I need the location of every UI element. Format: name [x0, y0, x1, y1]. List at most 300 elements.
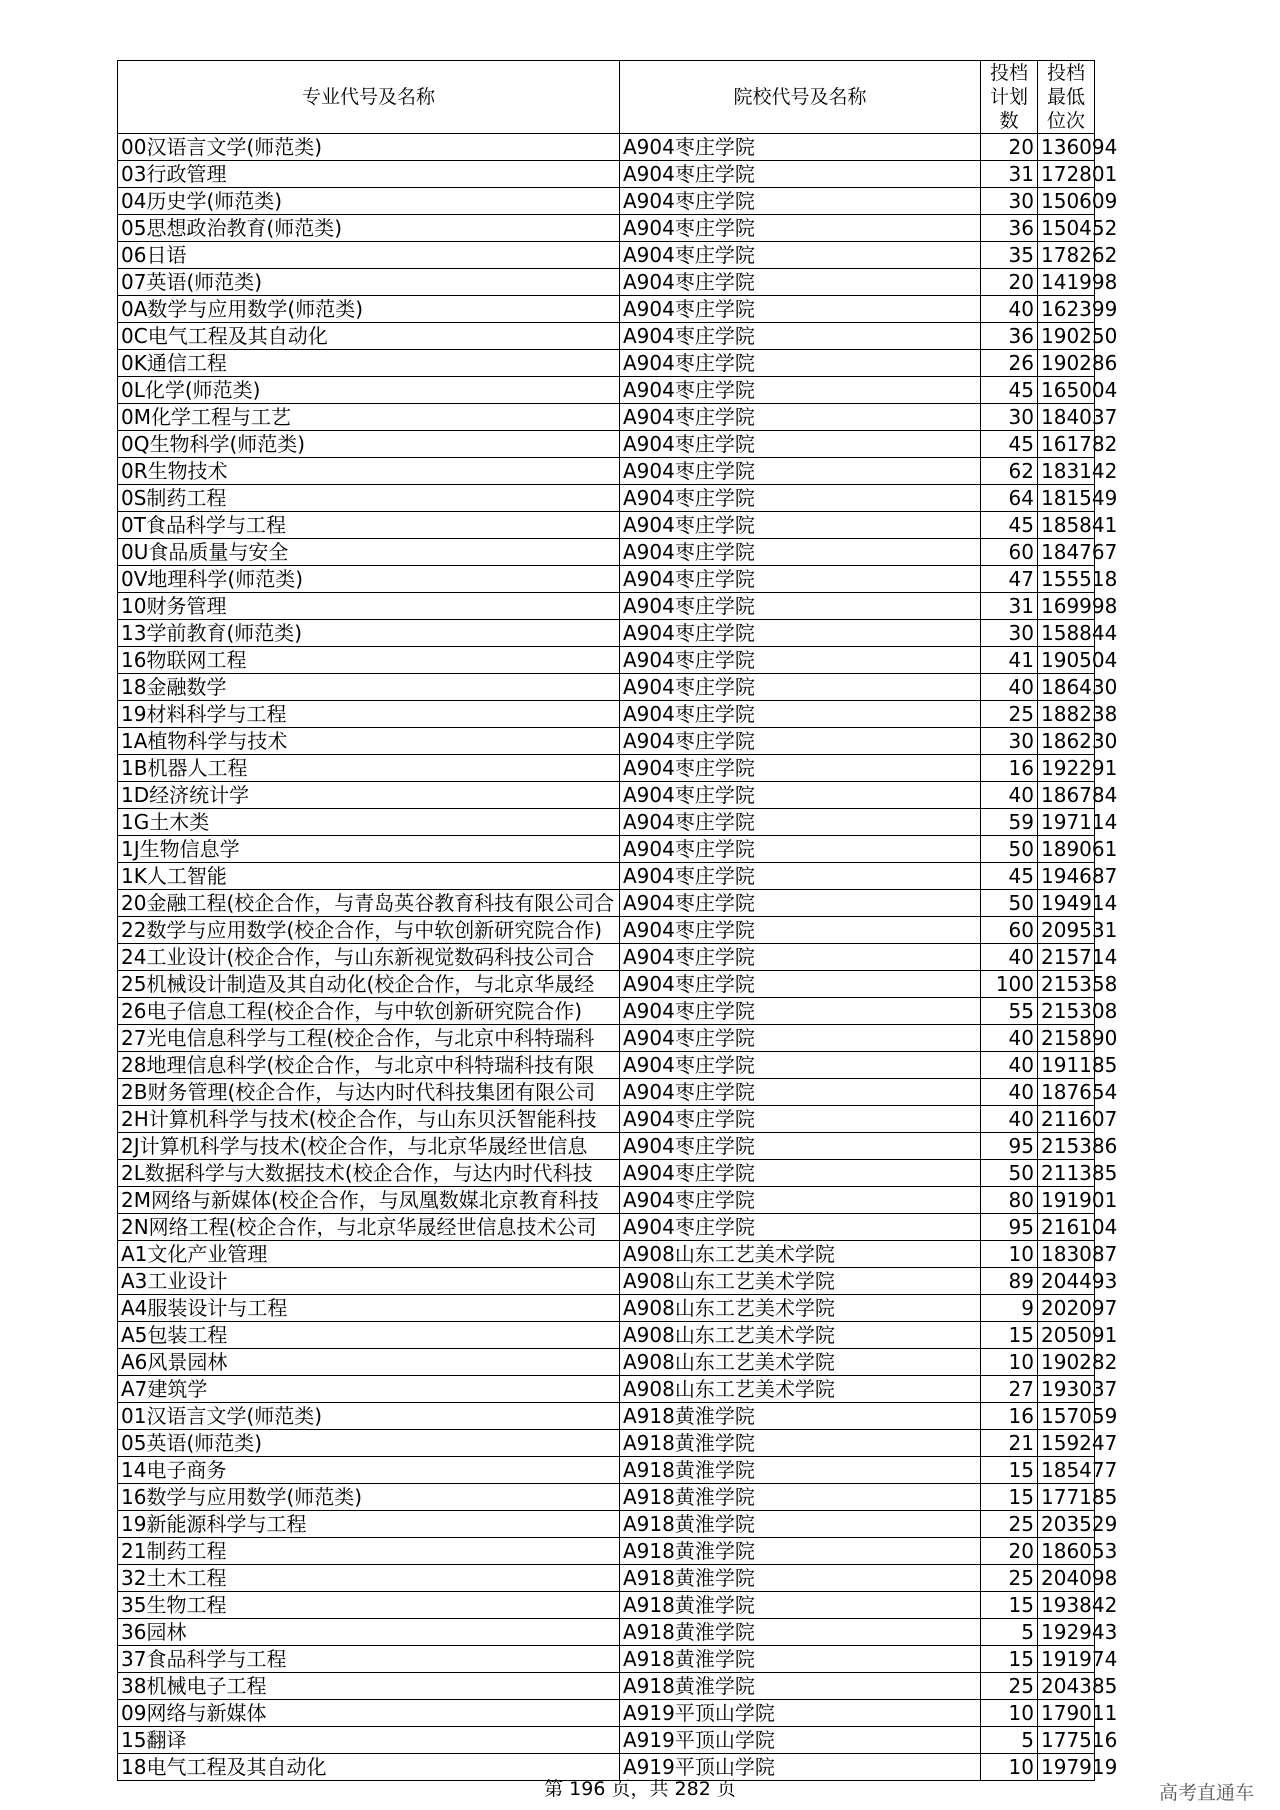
- min-rank-cell: 161782: [1038, 431, 1095, 458]
- table-row: [118, 1403, 1095, 1430]
- min-rank-cell: 136094: [1038, 134, 1095, 161]
- table-row: [118, 809, 1095, 836]
- table-row: [118, 1295, 1095, 1322]
- major-cell: 0C电气工程及其自动化: [118, 323, 620, 350]
- min-rank-cell: 157059: [1038, 1403, 1095, 1430]
- school-cell: A904枣庄学院: [620, 944, 981, 971]
- min-rank-cell: 205091: [1038, 1322, 1095, 1349]
- min-rank-cell: 190250: [1038, 323, 1095, 350]
- major-cell: 00汉语言文学(师范类): [118, 134, 620, 161]
- min-rank-cell: 155518: [1038, 566, 1095, 593]
- school-cell: A904枣庄学院: [620, 1052, 981, 1079]
- plan-count-cell: 50: [981, 1160, 1038, 1187]
- table-header-row: [118, 61, 1095, 134]
- min-rank-cell: 203529: [1038, 1511, 1095, 1538]
- plan-count-cell: 59: [981, 809, 1038, 836]
- page-number: 第 196 页，共 282 页: [544, 1778, 736, 1800]
- major-cell: 03行政管理: [118, 161, 620, 188]
- table-row: [118, 1538, 1095, 1565]
- table-row: [118, 242, 1095, 269]
- plan-count-cell: 62: [981, 458, 1038, 485]
- min-rank-cell: 141998: [1038, 269, 1095, 296]
- major-cell: 2N网络工程(校企合作，与北京华晟经世信息技术公司: [118, 1214, 620, 1241]
- plan-count-cell: 40: [981, 296, 1038, 323]
- major-cell: 0R生物技术: [118, 458, 620, 485]
- plan-count-cell: 15: [981, 1322, 1038, 1349]
- table-row: [118, 836, 1095, 863]
- plan-count-cell: 60: [981, 539, 1038, 566]
- min-rank-cell: 159247: [1038, 1430, 1095, 1457]
- min-rank-cell: 172801: [1038, 161, 1095, 188]
- major-cell: A5包装工程: [118, 1322, 620, 1349]
- min-rank-cell: 185841: [1038, 512, 1095, 539]
- min-rank-cell: 191185: [1038, 1052, 1095, 1079]
- school-cell: A908山东工艺美术学院: [620, 1349, 981, 1376]
- major-cell: 19材料科学与工程: [118, 701, 620, 728]
- min-rank-cell: 211385: [1038, 1160, 1095, 1187]
- table-row: [118, 188, 1095, 215]
- plan-count-cell: 40: [981, 1079, 1038, 1106]
- table-row: [118, 890, 1095, 917]
- school-cell: A919平顶山学院: [620, 1754, 981, 1781]
- plan-count-cell: 9: [981, 1295, 1038, 1322]
- table-row: [118, 377, 1095, 404]
- plan-count-cell: 40: [981, 674, 1038, 701]
- min-rank-cell: 169998: [1038, 593, 1095, 620]
- table-row: [118, 1268, 1095, 1295]
- school-cell: A904枣庄学院: [620, 323, 981, 350]
- major-cell: 32土木工程: [118, 1565, 620, 1592]
- table-row: [118, 485, 1095, 512]
- major-cell: 0K通信工程: [118, 350, 620, 377]
- plan-count-cell: 10: [981, 1754, 1038, 1781]
- school-cell: A904枣庄学院: [620, 755, 981, 782]
- major-cell: 36园林: [118, 1619, 620, 1646]
- min-rank-cell: 215308: [1038, 998, 1095, 1025]
- major-cell: 2H计算机科学与技术(校企合作，与山东贝沃智能科技: [118, 1106, 620, 1133]
- school-cell: A904枣庄学院: [620, 566, 981, 593]
- major-cell: 1B机器人工程: [118, 755, 620, 782]
- min-rank-cell: 215714: [1038, 944, 1095, 971]
- school-cell: A918黄淮学院: [620, 1403, 981, 1430]
- table-row: [118, 1646, 1095, 1673]
- table-row: [118, 1322, 1095, 1349]
- major-cell: 13学前教育(师范类): [118, 620, 620, 647]
- school-cell: A908山东工艺美术学院: [620, 1268, 981, 1295]
- table-row: [118, 1106, 1095, 1133]
- major-cell: 16数学与应用数学(师范类): [118, 1484, 620, 1511]
- table-row: [118, 323, 1095, 350]
- plan-count-cell: 40: [981, 944, 1038, 971]
- school-cell: A904枣庄学院: [620, 1187, 981, 1214]
- plan-count-cell: 20: [981, 1538, 1038, 1565]
- major-cell: A6风景园林: [118, 1349, 620, 1376]
- plan-count-cell: 40: [981, 1052, 1038, 1079]
- table-row: [118, 1484, 1095, 1511]
- min-rank-cell: 186230: [1038, 728, 1095, 755]
- min-rank-cell: 177185: [1038, 1484, 1095, 1511]
- table-row: [118, 917, 1095, 944]
- major-cell: 18电气工程及其自动化: [118, 1754, 620, 1781]
- plan-count-cell: 20: [981, 269, 1038, 296]
- school-cell: A904枣庄学院: [620, 242, 981, 269]
- table-row: [118, 1511, 1095, 1538]
- major-cell: 0V地理科学(师范类): [118, 566, 620, 593]
- school-cell: A904枣庄学院: [620, 1079, 981, 1106]
- school-cell: A919平顶山学院: [620, 1727, 981, 1754]
- plan-count-cell: 100: [981, 971, 1038, 998]
- major-cell: A4服装设计与工程: [118, 1295, 620, 1322]
- min-rank-cell: 216104: [1038, 1214, 1095, 1241]
- major-cell: 04历史学(师范类): [118, 188, 620, 215]
- school-cell: A918黄淮学院: [620, 1619, 981, 1646]
- table-row: [118, 161, 1095, 188]
- min-rank-cell: 215890: [1038, 1025, 1095, 1052]
- watermark: 高考直通车: [1158, 1782, 1254, 1804]
- table-row: [118, 404, 1095, 431]
- major-cell: 18金融数学: [118, 674, 620, 701]
- major-cell: 28地理信息科学(校企合作，与北京中科特瑞科技有限: [118, 1052, 620, 1079]
- plan-count-cell: 25: [981, 1673, 1038, 1700]
- min-rank-cell: 193037: [1038, 1376, 1095, 1403]
- school-cell: A904枣庄学院: [620, 377, 981, 404]
- major-cell: 1J生物信息学: [118, 836, 620, 863]
- plan-count-cell: 30: [981, 188, 1038, 215]
- table-row: [118, 728, 1095, 755]
- major-cell: 09网络与新媒体: [118, 1700, 620, 1727]
- plan-count-cell: 20: [981, 134, 1038, 161]
- school-cell: A904枣庄学院: [620, 404, 981, 431]
- school-cell: A904枣庄学院: [620, 1106, 981, 1133]
- table-row: [118, 1025, 1095, 1052]
- header-school: 院校代号及名称: [620, 61, 981, 134]
- min-rank-cell: 186784: [1038, 782, 1095, 809]
- plan-count-cell: 15: [981, 1592, 1038, 1619]
- major-cell: A7建筑学: [118, 1376, 620, 1403]
- school-cell: A904枣庄学院: [620, 863, 981, 890]
- plan-count-cell: 45: [981, 431, 1038, 458]
- table-row: [118, 1133, 1095, 1160]
- school-cell: A904枣庄学院: [620, 890, 981, 917]
- school-cell: A918黄淮学院: [620, 1430, 981, 1457]
- major-cell: 14电子商务: [118, 1457, 620, 1484]
- table-row: [118, 1727, 1095, 1754]
- min-rank-cell: 193842: [1038, 1592, 1095, 1619]
- min-rank-cell: 197114: [1038, 809, 1095, 836]
- min-rank-cell: 197919: [1038, 1754, 1095, 1781]
- table-row: [118, 134, 1095, 161]
- major-cell: A1文化产业管理: [118, 1241, 620, 1268]
- min-rank-cell: 186430: [1038, 674, 1095, 701]
- plan-count-cell: 36: [981, 323, 1038, 350]
- major-cell: 27光电信息科学与工程(校企合作，与北京中科特瑞科: [118, 1025, 620, 1052]
- school-cell: A904枣庄学院: [620, 1214, 981, 1241]
- plan-count-cell: 95: [981, 1214, 1038, 1241]
- major-cell: 26电子信息工程(校企合作，与中软创新研究院合作): [118, 998, 620, 1025]
- school-cell: A904枣庄学院: [620, 728, 981, 755]
- school-cell: A904枣庄学院: [620, 215, 981, 242]
- table-row: [118, 1673, 1095, 1700]
- school-cell: A918黄淮学院: [620, 1538, 981, 1565]
- major-cell: 0U食品质量与安全: [118, 539, 620, 566]
- plan-count-cell: 45: [981, 512, 1038, 539]
- school-cell: A904枣庄学院: [620, 296, 981, 323]
- min-rank-cell: 192943: [1038, 1619, 1095, 1646]
- school-cell: A904枣庄学院: [620, 971, 981, 998]
- table-row: [118, 431, 1095, 458]
- min-rank-cell: 204385: [1038, 1673, 1095, 1700]
- table-row: [118, 215, 1095, 242]
- plan-count-cell: 25: [981, 701, 1038, 728]
- table-row: [118, 620, 1095, 647]
- school-cell: A918黄淮学院: [620, 1646, 981, 1673]
- major-cell: 01汉语言文学(师范类): [118, 1403, 620, 1430]
- major-cell: 21制药工程: [118, 1538, 620, 1565]
- major-cell: 1A植物科学与技术: [118, 728, 620, 755]
- table-row: [118, 269, 1095, 296]
- school-cell: A904枣庄学院: [620, 647, 981, 674]
- school-cell: A904枣庄学院: [620, 431, 981, 458]
- plan-count-cell: 40: [981, 782, 1038, 809]
- plan-count-cell: 10: [981, 1241, 1038, 1268]
- table-row: [118, 1457, 1095, 1484]
- school-cell: A918黄淮学院: [620, 1484, 981, 1511]
- major-cell: 38机械电子工程: [118, 1673, 620, 1700]
- plan-count-cell: 41: [981, 647, 1038, 674]
- min-rank-cell: 158844: [1038, 620, 1095, 647]
- school-cell: A904枣庄学院: [620, 1025, 981, 1052]
- min-rank-cell: 181549: [1038, 485, 1095, 512]
- table-row: [118, 998, 1095, 1025]
- plan-count-cell: 5: [981, 1619, 1038, 1646]
- table-row: [118, 1565, 1095, 1592]
- school-cell: A904枣庄学院: [620, 701, 981, 728]
- table-row: [118, 1160, 1095, 1187]
- table-row: [118, 1241, 1095, 1268]
- school-cell: A904枣庄学院: [620, 1133, 981, 1160]
- table-row: [118, 755, 1095, 782]
- major-cell: 07英语(师范类): [118, 269, 620, 296]
- header-plan-count: 投档计划数: [981, 61, 1038, 134]
- major-cell: 0T食品科学与工程: [118, 512, 620, 539]
- school-cell: A904枣庄学院: [620, 458, 981, 485]
- table-row: [118, 539, 1095, 566]
- plan-count-cell: 10: [981, 1349, 1038, 1376]
- min-rank-cell: 215358: [1038, 971, 1095, 998]
- school-cell: A904枣庄学院: [620, 539, 981, 566]
- table-row: [118, 1079, 1095, 1106]
- min-rank-cell: 191901: [1038, 1187, 1095, 1214]
- plan-count-cell: 64: [981, 485, 1038, 512]
- plan-count-cell: 31: [981, 161, 1038, 188]
- table-row: [118, 1349, 1095, 1376]
- min-rank-cell: 202097: [1038, 1295, 1095, 1322]
- major-cell: 1D经济统计学: [118, 782, 620, 809]
- school-cell: A918黄淮学院: [620, 1457, 981, 1484]
- plan-count-cell: 30: [981, 404, 1038, 431]
- school-cell: A904枣庄学院: [620, 674, 981, 701]
- school-cell: A904枣庄学院: [620, 188, 981, 215]
- plan-count-cell: 50: [981, 890, 1038, 917]
- school-cell: A918黄淮学院: [620, 1592, 981, 1619]
- school-cell: A919平顶山学院: [620, 1700, 981, 1727]
- school-cell: A908山东工艺美术学院: [620, 1295, 981, 1322]
- min-rank-cell: 162399: [1038, 296, 1095, 323]
- school-cell: A918黄淮学院: [620, 1511, 981, 1538]
- min-rank-cell: 204493: [1038, 1268, 1095, 1295]
- plan-count-cell: 80: [981, 1187, 1038, 1214]
- min-rank-cell: 188238: [1038, 701, 1095, 728]
- header-min-rank: 投档最低位次: [1038, 61, 1095, 134]
- school-cell: A918黄淮学院: [620, 1673, 981, 1700]
- school-cell: A908山东工艺美术学院: [620, 1322, 981, 1349]
- min-rank-cell: 150452: [1038, 215, 1095, 242]
- table-row: [118, 1376, 1095, 1403]
- header-major: 专业代号及名称: [118, 61, 620, 134]
- school-cell: A904枣庄学院: [620, 134, 981, 161]
- major-cell: 0Q生物科学(师范类): [118, 431, 620, 458]
- table-body: [118, 134, 1118, 1781]
- min-rank-cell: 190504: [1038, 647, 1095, 674]
- plan-count-cell: 27: [981, 1376, 1038, 1403]
- major-cell: 0L化学(师范类): [118, 377, 620, 404]
- min-rank-cell: 209531: [1038, 917, 1095, 944]
- min-rank-cell: 194914: [1038, 890, 1095, 917]
- major-cell: 2L数据科学与大数据技术(校企合作，与达内时代科技: [118, 1160, 620, 1187]
- plan-count-cell: 5: [981, 1727, 1038, 1754]
- plan-count-cell: 30: [981, 620, 1038, 647]
- plan-count-cell: 55: [981, 998, 1038, 1025]
- table-row: [118, 1214, 1095, 1241]
- plan-count-cell: 25: [981, 1511, 1038, 1538]
- school-cell: A904枣庄学院: [620, 998, 981, 1025]
- plan-count-cell: 16: [981, 755, 1038, 782]
- school-cell: A918黄淮学院: [620, 1565, 981, 1592]
- table-row: [118, 1052, 1095, 1079]
- table-row: [118, 1187, 1095, 1214]
- major-cell: 22数学与应用数学(校企合作，与中软创新研究院合作): [118, 917, 620, 944]
- major-cell: 10财务管理: [118, 593, 620, 620]
- min-rank-cell: 179011: [1038, 1700, 1095, 1727]
- school-cell: A904枣庄学院: [620, 485, 981, 512]
- major-cell: 0M化学工程与工艺: [118, 404, 620, 431]
- major-cell: 05英语(师范类): [118, 1430, 620, 1457]
- major-cell: 1G土木类: [118, 809, 620, 836]
- school-cell: A904枣庄学院: [620, 512, 981, 539]
- major-cell: A3工业设计: [118, 1268, 620, 1295]
- table-row: [118, 593, 1095, 620]
- table-row: [118, 1700, 1095, 1727]
- min-rank-cell: 189061: [1038, 836, 1095, 863]
- min-rank-cell: 150609: [1038, 188, 1095, 215]
- table-row: [118, 674, 1095, 701]
- major-cell: 2J计算机科学与技术(校企合作，与北京华晟经世信息: [118, 1133, 620, 1160]
- table-row: [118, 566, 1095, 593]
- major-cell: 25机械设计制造及其自动化(校企合作，与北京华晟经: [118, 971, 620, 998]
- table-row: [118, 512, 1095, 539]
- min-rank-cell: 185477: [1038, 1457, 1095, 1484]
- school-cell: A904枣庄学院: [620, 917, 981, 944]
- table-row: [118, 296, 1095, 323]
- plan-count-cell: 95: [981, 1133, 1038, 1160]
- min-rank-cell: 177516: [1038, 1727, 1095, 1754]
- plan-count-cell: 40: [981, 1106, 1038, 1133]
- plan-count-cell: 30: [981, 728, 1038, 755]
- table-row: [118, 1430, 1095, 1457]
- plan-count-cell: 40: [981, 1025, 1038, 1052]
- plan-count-cell: 25: [981, 1565, 1038, 1592]
- table-row: [118, 1592, 1095, 1619]
- school-cell: A904枣庄学院: [620, 593, 981, 620]
- major-cell: 19新能源科学与工程: [118, 1511, 620, 1538]
- major-cell: 15翻译: [118, 1727, 620, 1754]
- min-rank-cell: 183142: [1038, 458, 1095, 485]
- min-rank-cell: 204098: [1038, 1565, 1095, 1592]
- plan-count-cell: 60: [981, 917, 1038, 944]
- school-cell: A908山东工艺美术学院: [620, 1241, 981, 1268]
- major-cell: 0S制药工程: [118, 485, 620, 512]
- table-row: [118, 701, 1095, 728]
- min-rank-cell: 184767: [1038, 539, 1095, 566]
- min-rank-cell: 192291: [1038, 755, 1095, 782]
- table-row: [118, 863, 1095, 890]
- min-rank-cell: 187654: [1038, 1079, 1095, 1106]
- plan-count-cell: 89: [981, 1268, 1038, 1295]
- table-row: [118, 971, 1095, 998]
- plan-count-cell: 16: [981, 1403, 1038, 1430]
- plan-count-cell: 21: [981, 1430, 1038, 1457]
- major-cell: 16物联网工程: [118, 647, 620, 674]
- plan-count-cell: 15: [981, 1484, 1038, 1511]
- plan-count-cell: 36: [981, 215, 1038, 242]
- school-cell: A904枣庄学院: [620, 836, 981, 863]
- min-rank-cell: 190282: [1038, 1349, 1095, 1376]
- school-cell: A904枣庄学院: [620, 809, 981, 836]
- admission-table: [117, 60, 1118, 1781]
- plan-count-cell: 45: [981, 377, 1038, 404]
- major-cell: 24工业设计(校企合作，与山东新视觉数码科技公司合: [118, 944, 620, 971]
- plan-count-cell: 50: [981, 836, 1038, 863]
- major-cell: 1K人工智能: [118, 863, 620, 890]
- major-cell: 2B财务管理(校企合作，与达内时代科技集团有限公司: [118, 1079, 620, 1106]
- min-rank-cell: 165004: [1038, 377, 1095, 404]
- major-cell: 06日语: [118, 242, 620, 269]
- major-cell: 0A数学与应用数学(师范类): [118, 296, 620, 323]
- school-cell: A904枣庄学院: [620, 1160, 981, 1187]
- plan-count-cell: 10: [981, 1700, 1038, 1727]
- min-rank-cell: 211607: [1038, 1106, 1095, 1133]
- table-row: [118, 944, 1095, 971]
- school-cell: A908山东工艺美术学院: [620, 1376, 981, 1403]
- major-cell: 37食品科学与工程: [118, 1646, 620, 1673]
- major-cell: 05思想政治教育(师范类): [118, 215, 620, 242]
- school-cell: A904枣庄学院: [620, 269, 981, 296]
- school-cell: A904枣庄学院: [620, 161, 981, 188]
- plan-count-cell: 47: [981, 566, 1038, 593]
- school-cell: A904枣庄学院: [620, 782, 981, 809]
- table-row: [118, 1619, 1095, 1646]
- school-cell: A904枣庄学院: [620, 620, 981, 647]
- major-cell: 35生物工程: [118, 1592, 620, 1619]
- min-rank-cell: 178262: [1038, 242, 1095, 269]
- min-rank-cell: 184037: [1038, 404, 1095, 431]
- plan-count-cell: 15: [981, 1457, 1038, 1484]
- plan-count-cell: 35: [981, 242, 1038, 269]
- admission-table-sheet: [117, 60, 1118, 1781]
- plan-count-cell: 45: [981, 863, 1038, 890]
- table-row: [118, 350, 1095, 377]
- plan-count-cell: 31: [981, 593, 1038, 620]
